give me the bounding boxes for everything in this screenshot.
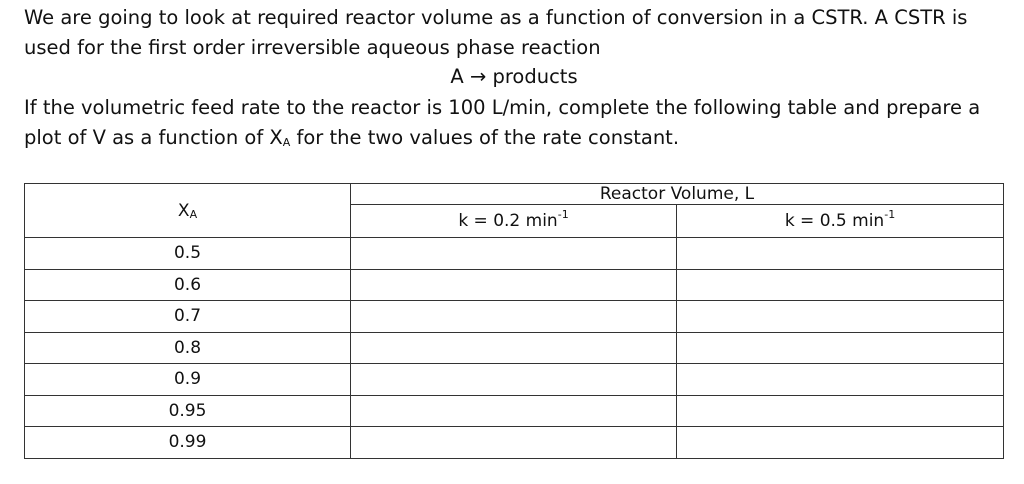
k1-header — [351, 205, 677, 238]
conversion-cell: 0.99 — [25, 427, 351, 459]
volume-k2-cell[interactable] — [677, 332, 1004, 364]
k1-exponent: -1 — [557, 208, 569, 221]
conversion-cell: 0.9 — [25, 364, 351, 396]
k1-label: k = 0.2 min — [458, 211, 558, 231]
table-row — [25, 269, 1004, 301]
volume-k1-cell[interactable] — [351, 364, 677, 396]
k2-label: k = 0.5 min — [784, 211, 885, 231]
volume-k1-cell[interactable] — [351, 269, 677, 301]
instructions-text: If the volumetric feed rate to the reactor is 100 L/min, complete the following table and prepare a plot of V as a function of X — [24, 96, 981, 149]
table-row — [25, 301, 1004, 333]
volume-k2-cell[interactable] — [677, 395, 1004, 427]
volume-k2-cell[interactable] — [677, 238, 1004, 270]
volume-k2-cell[interactable] — [677, 301, 1004, 333]
conversion-cell: 0.5 — [25, 238, 351, 270]
conversion-cell: 0.95 — [25, 395, 351, 427]
intro-paragraph: We are going to look at required reactor volume as a function of conversion in a CSTR. A CSTR is used for the first order irreversible aqueous phase reaction — [24, 6, 968, 59]
conversion-symbol: X — [177, 200, 190, 221]
conversion-cell: 0.7 — [25, 301, 351, 333]
volume-k1-cell[interactable] — [351, 301, 677, 333]
conversion-cell: 0.8 — [25, 332, 351, 364]
conversion-cell: 0.6 — [25, 269, 351, 301]
table-row — [25, 427, 1004, 459]
volume-k2-cell[interactable] — [677, 269, 1004, 301]
k2-exponent: -1 — [884, 208, 896, 221]
volume-k2-cell[interactable] — [677, 364, 1004, 396]
instructions-subscript: A — [282, 136, 291, 149]
conversion-subscript: A — [189, 207, 198, 221]
table-header-row — [25, 184, 1004, 205]
reaction-equation: A → products — [450, 65, 578, 88]
table-row — [25, 364, 1004, 396]
volume-k1-cell[interactable] — [351, 332, 677, 364]
table-row — [25, 395, 1004, 427]
reactor-volume-table — [24, 183, 1004, 459]
table-row — [25, 332, 1004, 364]
volume-k1-cell[interactable] — [351, 395, 677, 427]
volume-k1-cell[interactable] — [351, 238, 677, 270]
k2-header — [677, 205, 1004, 238]
volume-k2-cell[interactable] — [677, 427, 1004, 459]
conversion-header — [25, 184, 351, 238]
table-row — [25, 238, 1004, 270]
instructions-paragraph — [24, 93, 1009, 156]
instructions-text-end: for the two values of the rate constant. — [290, 126, 680, 149]
volume-k1-cell[interactable] — [351, 427, 677, 459]
volume-header: Reactor Volume, L — [351, 184, 1004, 205]
